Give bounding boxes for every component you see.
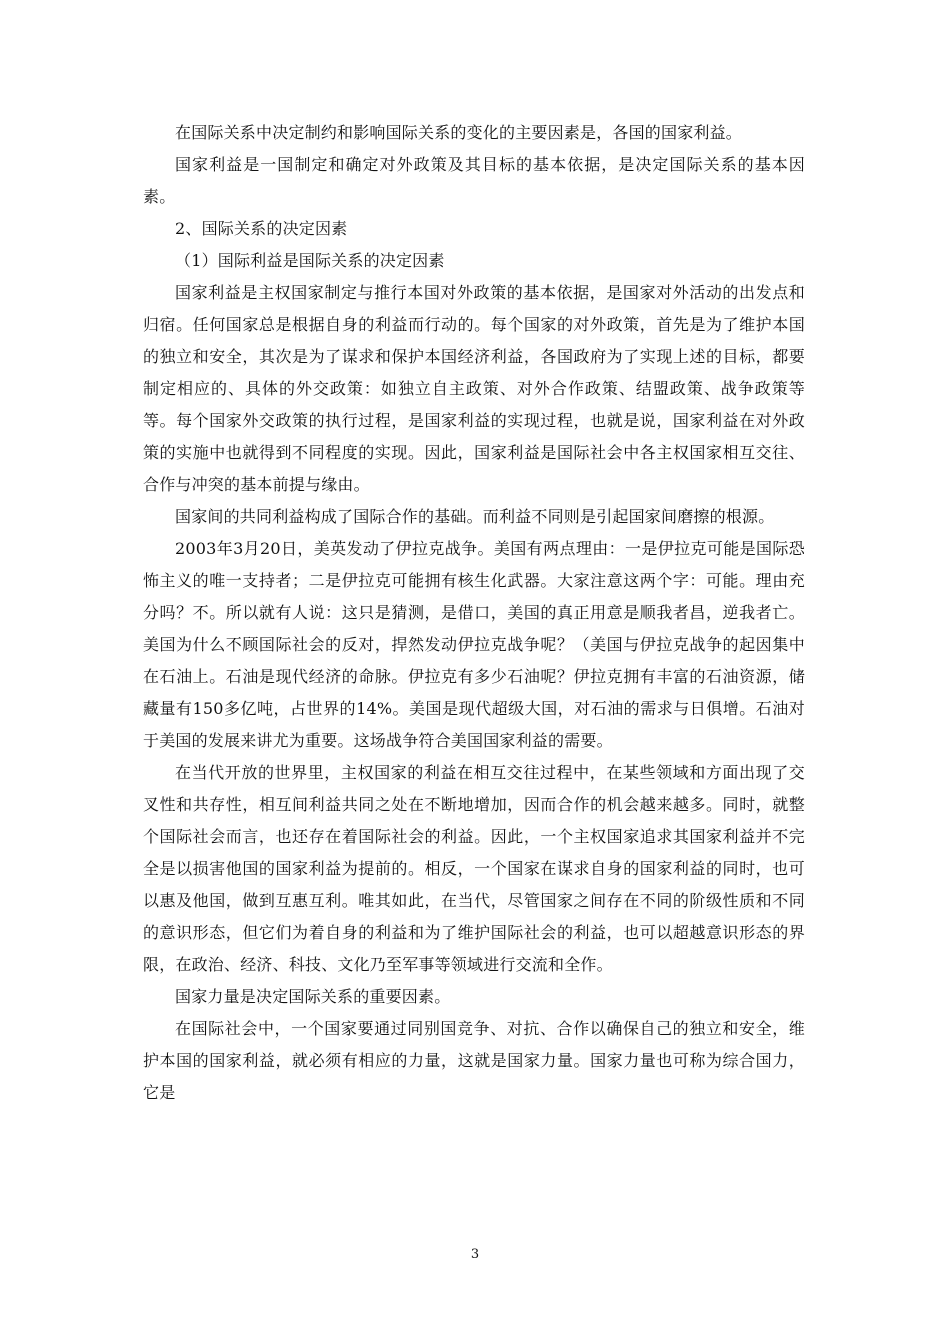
paragraph-2: 国家利益是一国制定和确定对外政策及其目标的基本依据，是决定国际关系的基本因素。 — [143, 155, 805, 206]
section-heading: 2、国际关系的决定因素 — [175, 219, 348, 238]
paragraph-5: 2003年3月20日，美英发动了伊拉克战争。美国有两点理由：一是伊拉克可能是国际恐怖主义的唯一支持者；二是伊拉克可能拥有核生化武器。大家注意这两个字：可能。理由充分吗？不。所以就有人说：这只是猜测，是借口，美国的真正用意是顺我者昌，逆我者亡。美国为什么不顾国际社会的反对，捍然发动伊拉克战争呢？（美国与伊拉克战争的起因集中在石油上。石油是现代经济的命脉。伊拉克有多少石油呢？伊拉克拥有丰富的石油资源，储藏量有150多亿吨，占世界的14%。美国是现代超级大国，对石油的需求与日俱增。石油对于美国的发展来讲尤为重要。这场战争符合美国国家利益的需要。 — [143, 539, 805, 750]
paragraph-4: 国家间的共同利益构成了国际合作的基础。而利益不同则是引起国家间磨擦的根源。 — [175, 507, 775, 526]
paragraph-1: 在国际关系中决定制约和影响国际关系的变化的主要因素是，各国的国家利益。 — [175, 123, 743, 142]
page-number: 3 — [470, 1247, 480, 1262]
paragraph-3: 国家利益是主权国家制定与推行本国对外政策的基本依据，是国家对外活动的出发点和归宿。任何国家总是根据自身的利益而行动的。每个国家的对外政策，首先是为了维护本国的独立和安全，其次是为了谋求和保护本国经济利益，各国政府为了实现上述的目标，都要制定相应的、具体的外交政策：如独立自主政策、对外合作政策、结盟政策、战争政策等等。每个国家外交政策的执行过程，是国家利益的实现过程，也就是说，国家利益在对外政策的实施中也就得到不同程度的实现。因此，国家利益是国际社会中各主权国家相互交往、合作与冲突的基本前提与缘由。 — [143, 283, 805, 494]
paragraph-7: 国家力量是决定国际关系的重要因素。 — [175, 987, 451, 1006]
subsection-heading: （1）国际利益是国际关系的决定因素 — [175, 251, 445, 270]
paragraph-6: 在当代开放的世界里，主权国家的利益在相互交往过程中，在某些领域和方面出现了交叉性和共存性，相互间利益共同之处在不断地增加，因而合作的机会越来越多。同时，就整个国际社会而言，也还存在着国际社会的利益。因此，一个主权国家追求其国家利益并不完全是以损害他国的国家利益为提前的。相反，一个国家在谋求自身的国家利益的同时，也可以惠及他国，做到互惠互利。唯其如此，在当代，尽管国家之间存在不同的阶级性质和不同的意识形态，但它们为着自身的利益和为了维护国际社会的利益，也可以超越意识形态的界限，在政治、经济、科技、文化乃至军事等领域进行交流和全作。 — [143, 763, 805, 974]
paragraph-8: 在国际社会中，一个国家要通过同别国竞争、对抗、合作以确保自己的独立和安全，维护本国的国家利益，就必须有相应的力量，这就是国家力量。国家力量也可称为综合国力，它是 — [143, 1019, 805, 1102]
document-body — [143, 117, 805, 1109]
